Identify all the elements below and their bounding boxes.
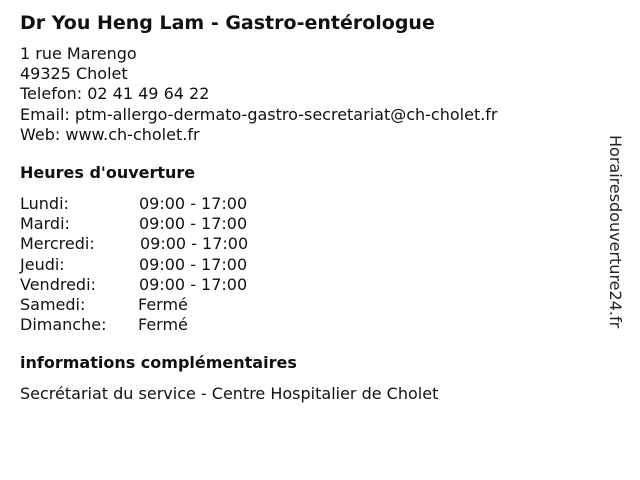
address-city: 49325 Cholet [20, 64, 128, 84]
day-label: Dimanche: [20, 315, 107, 335]
info-text: Secrétariat du service - Centre Hospitalier de Cholet [20, 384, 439, 403]
day-hours: Fermé [138, 294, 188, 314]
day-hours: 09:00 - 17:00 [139, 254, 248, 274]
day-label: Vendredi: [20, 274, 96, 294]
site-watermark: Horairesdouverture24.fr [606, 135, 625, 329]
day-hours: 09:00 - 17:00 [139, 194, 248, 213]
day-label: Mardi: [20, 214, 70, 234]
phone-number: Telefon: 02 41 49 64 22 [20, 84, 210, 104]
email-address: Email: ptm-allergo-dermato-gastro-secretariat@ch-cholet.fr [20, 104, 498, 124]
hours-heading: Heures d'ouverture [20, 163, 196, 182]
day-hours: 09:00 - 17:00 [139, 214, 248, 234]
day-label: Lundi: [20, 194, 69, 213]
day-label: Jeudi: [20, 254, 65, 274]
day-label: Samedi: [20, 294, 86, 314]
website: Web: www.ch-cholet.fr [20, 124, 200, 144]
day-hours: 09:00 - 17:00 [140, 234, 249, 254]
info-heading: informations complémentaires [20, 353, 297, 372]
contact-block [20, 44, 498, 145]
address-street: 1 rue Marengo [20, 44, 137, 63]
day-hours: Fermé [138, 315, 188, 335]
day-label: Mercredi: [20, 234, 95, 254]
page-title: Dr You Heng Lam - Gastro-entérologue [20, 12, 435, 34]
day-hours: 09:00 - 17:00 [139, 274, 248, 294]
